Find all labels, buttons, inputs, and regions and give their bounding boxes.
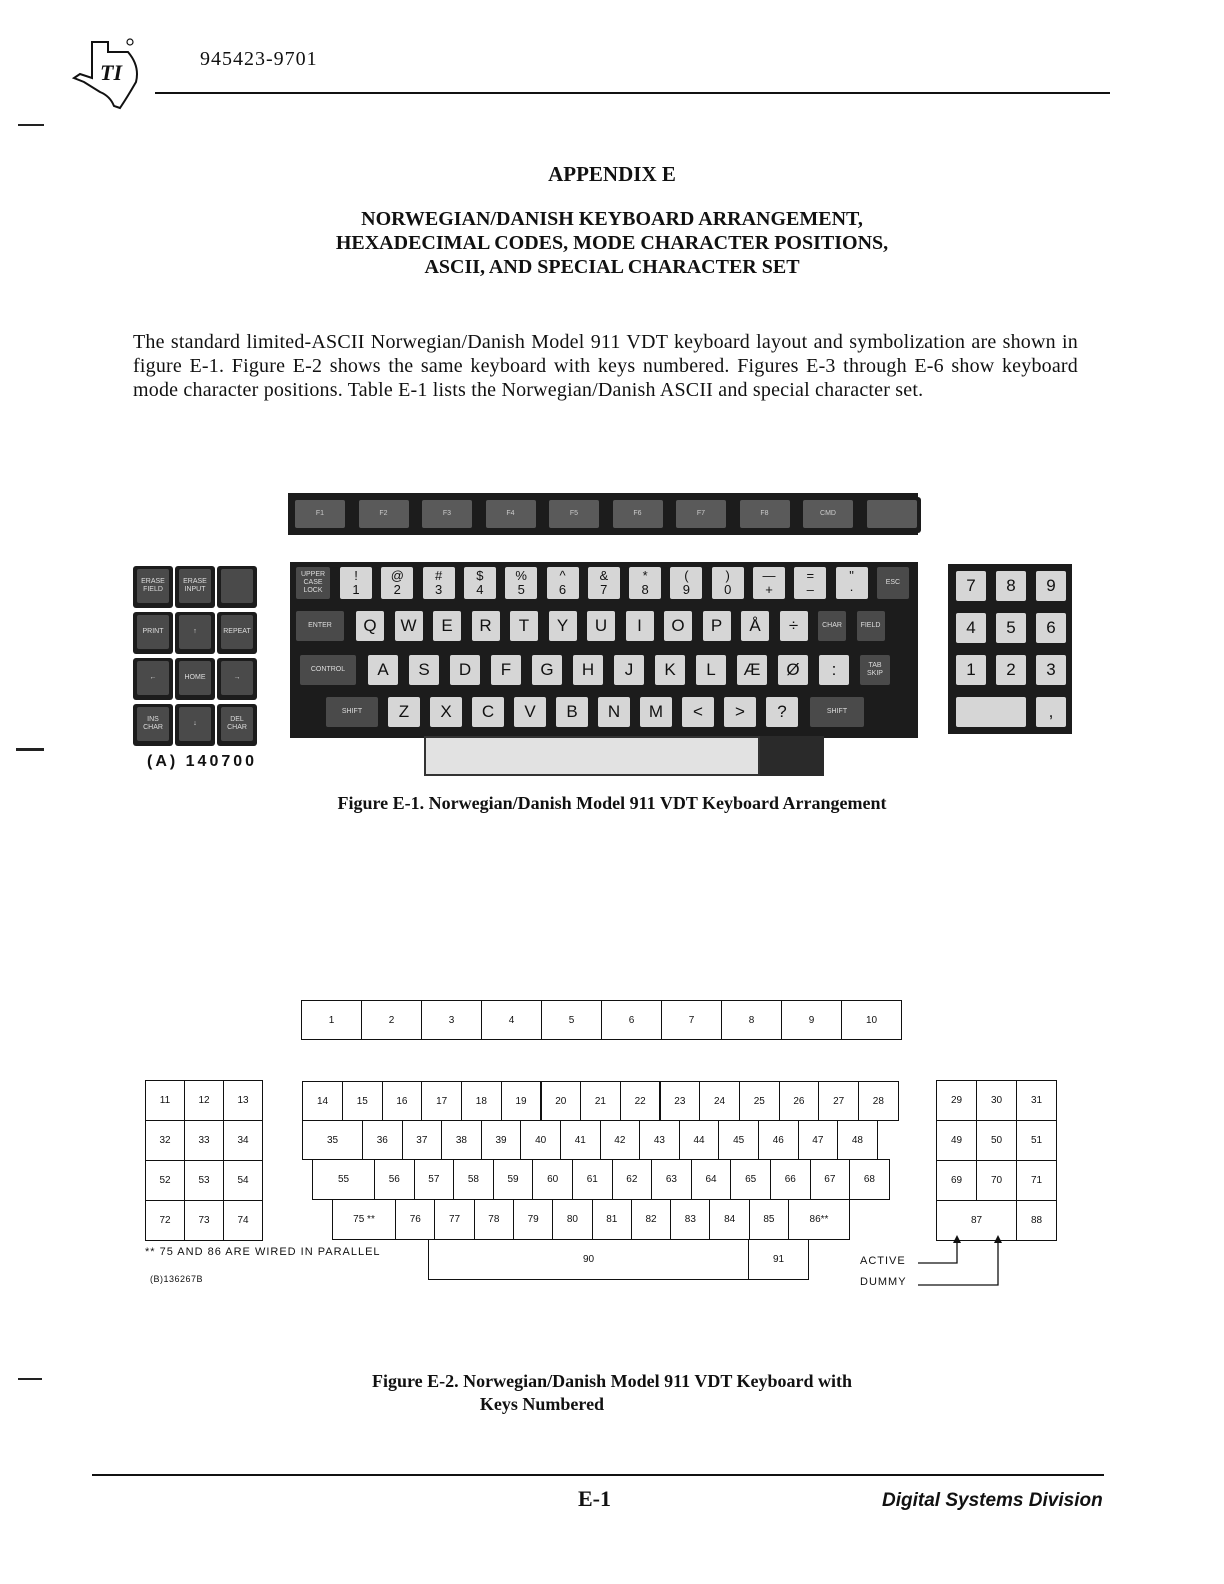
key-legend-text: Q xyxy=(363,616,377,635)
numbered-key: 88 xyxy=(1016,1200,1057,1241)
numbered-key: 83 xyxy=(670,1199,711,1240)
numbered-key: 28 xyxy=(858,1081,899,1121)
document-number: 945423-9701 xyxy=(200,48,318,70)
key-legend-text: , xyxy=(1048,702,1054,721)
numbered-key: 64 xyxy=(691,1159,732,1200)
key-legend-text: 5 xyxy=(517,582,525,597)
key-legend-text: 1 xyxy=(352,582,360,597)
key-legend-text: 9 xyxy=(682,582,690,597)
numbered-key: 90 xyxy=(428,1239,749,1280)
key-legend-text: P xyxy=(710,616,723,635)
intro-paragraph: The standard limited-ASCII Norwegian/Danish Model 911 VDT keyboard layout and symbolization are shown in figure E-1. Figure E-2 shows the same keyboard with keys numbered. Figures E-3 through E-6 show keyboard mode character positions. Table E-1 lists the Norwegian/Danish ASCII and special character set. xyxy=(133,331,1078,401)
numbered-key: 59 xyxy=(493,1159,534,1200)
key-legend-text: I xyxy=(637,616,642,635)
numbered-key: 30 xyxy=(976,1080,1017,1121)
numbered-key: 17 xyxy=(421,1081,462,1121)
numbered-key: 32 xyxy=(145,1120,185,1161)
key-legend-text: F7 xyxy=(696,510,706,517)
numbered-key: 53 xyxy=(184,1160,224,1201)
key-legend-text: * xyxy=(642,568,648,583)
numbered-key: 71 xyxy=(1016,1160,1057,1201)
numbered-key: 35 xyxy=(302,1120,363,1160)
key-legend-text: E xyxy=(441,616,453,635)
numbered-key: 69 xyxy=(936,1160,977,1201)
key-legend-text: M xyxy=(648,702,664,721)
numbered-key: 70 xyxy=(976,1160,1017,1201)
numbered-key: 87 xyxy=(936,1200,1017,1241)
numbered-key: 47 xyxy=(798,1120,839,1160)
key-legend-text: C xyxy=(481,702,495,721)
key-legend-text: Ø xyxy=(786,660,800,679)
numbered-key: 74 xyxy=(223,1200,263,1241)
numbered-key: 56 xyxy=(374,1159,415,1200)
key-legend-text: CHAR xyxy=(822,622,842,629)
key-legend-text: 3 xyxy=(1046,660,1056,679)
numbered-key: 13 xyxy=(223,1080,263,1121)
numbered-key: 85 xyxy=(749,1199,790,1240)
key-legend-text: K xyxy=(664,660,676,679)
key-legend-text: UPPER CASE LOCK xyxy=(300,571,326,594)
key-legend-text: > xyxy=(735,702,745,721)
numbered-key: 49 xyxy=(936,1120,977,1161)
key-legend-text: FIELD xyxy=(860,622,881,629)
key-legend-text: ESC xyxy=(885,579,901,586)
key-legend-text: $ xyxy=(476,568,484,583)
numbered-key: 80 xyxy=(552,1199,593,1240)
key-legend-text: F1 xyxy=(315,510,325,517)
numbered-key: 11 xyxy=(145,1080,185,1121)
key-legend-text: TAB SKIP xyxy=(867,662,883,677)
numbered-key: 15 xyxy=(342,1081,383,1121)
numbered-key: 5 xyxy=(541,1000,602,1040)
numbered-key: 57 xyxy=(414,1159,455,1200)
numbered-key: 7 xyxy=(661,1000,722,1040)
numbered-key: 16 xyxy=(382,1081,423,1121)
key-legend-text: ↓ xyxy=(193,720,197,727)
key-legend-text: 1 xyxy=(966,660,976,679)
key-legend-text: ↑ xyxy=(193,628,197,635)
dummy-label: DUMMY xyxy=(860,1276,907,1288)
numbered-key: 31 xyxy=(1016,1080,1057,1121)
key-legend-text: F xyxy=(500,660,512,679)
key-legend-text: : xyxy=(831,660,837,679)
key-legend-text: ERASE FIELD xyxy=(141,578,165,593)
key-legend-text: Æ xyxy=(743,660,761,679)
numbered-key: 68 xyxy=(849,1159,890,1200)
numbered-key: 76 xyxy=(395,1199,436,1240)
numbered-key: 9 xyxy=(781,1000,842,1040)
numbered-key: 42 xyxy=(600,1120,641,1160)
numbered-key: 66 xyxy=(770,1159,811,1200)
key-legend-text: F5 xyxy=(569,510,579,517)
numbered-key: 63 xyxy=(651,1159,692,1200)
numbered-key: 8 xyxy=(721,1000,782,1040)
key-legend-text: N xyxy=(607,702,621,721)
key-legend-text: 4 xyxy=(966,618,976,637)
key-legend-text: 2 xyxy=(1006,660,1016,679)
numbered-key: 72 xyxy=(145,1200,185,1241)
key-legend-text: B xyxy=(566,702,578,721)
numbered-key: 10 xyxy=(841,1000,902,1040)
key-legend-text: – xyxy=(806,582,814,597)
key-legend-text: G xyxy=(540,660,554,679)
figure-e2-caption: Figure E-2. Norwegian/Danish Model 911 VDT Keyboard with xyxy=(371,1371,853,1391)
key-legend-text: 9 xyxy=(1046,576,1056,595)
numbered-key: 82 xyxy=(631,1199,672,1240)
key-legend-text: INS CHAR xyxy=(143,716,163,731)
key-legend-text: @ xyxy=(390,568,404,583)
numbered-key: 18 xyxy=(461,1081,502,1121)
key-legend-text: Z xyxy=(398,702,410,721)
footer-rule xyxy=(92,1474,1104,1476)
key-legend-text: F2 xyxy=(379,510,388,517)
figure-e2-caption-line2: Keys Numbered xyxy=(479,1394,605,1414)
numbered-key: 62 xyxy=(612,1159,653,1200)
numbered-key: 84 xyxy=(709,1199,750,1240)
key-legend-text: ÷ xyxy=(788,616,799,635)
key-legend-text: J xyxy=(624,660,634,679)
numbered-key: 23 xyxy=(660,1081,701,1121)
key-legend-text: PRINT xyxy=(142,628,164,635)
key-legend-text: = xyxy=(806,568,815,583)
key-legend-text: → xyxy=(233,674,241,681)
numbered-key: 79 xyxy=(513,1199,554,1240)
numbered-key: 65 xyxy=(730,1159,771,1200)
numbered-key: 44 xyxy=(679,1120,720,1160)
key-legend-text: CMD xyxy=(820,510,836,517)
numbered-key: 77 xyxy=(434,1199,475,1240)
parallel-wiring-note: ** 75 AND 86 ARE WIRED IN PARALLEL xyxy=(145,1246,381,1258)
numbered-key: 46 xyxy=(758,1120,799,1160)
numbered-key: 54 xyxy=(223,1160,263,1201)
key-legend-text: T xyxy=(518,616,530,635)
numbered-key: 21 xyxy=(580,1081,621,1121)
numbered-key: 58 xyxy=(453,1159,494,1200)
key-legend-text: O xyxy=(671,616,685,635)
key-legend-text: 8 xyxy=(1006,576,1016,595)
numbered-key: 51 xyxy=(1016,1120,1057,1161)
numbered-key: 45 xyxy=(718,1120,759,1160)
key-legend-text: 5 xyxy=(1006,618,1016,637)
key-legend-text: SHIFT xyxy=(826,708,848,715)
numbered-key: 60 xyxy=(532,1159,573,1200)
key-legend-text: L xyxy=(706,660,716,679)
key-legend-text: ^ xyxy=(559,568,566,583)
numbered-key: 36 xyxy=(362,1120,403,1160)
figure-diagram-label: (B)136267B xyxy=(150,1274,204,1284)
key-legend-text: F6 xyxy=(633,510,642,517)
numbered-key: 33 xyxy=(184,1120,224,1161)
figure-photo-label: (A) 140700 xyxy=(147,753,258,770)
key-legend-text: + xyxy=(765,582,773,597)
key-legend-text: Y xyxy=(556,616,569,635)
numbered-key: 19 xyxy=(501,1081,542,1121)
key-legend-text: A xyxy=(377,660,389,679)
numbered-key: 50 xyxy=(976,1120,1017,1161)
key-legend-text: 7 xyxy=(600,582,608,597)
numbered-key: 41 xyxy=(560,1120,601,1160)
numbered-key: 73 xyxy=(184,1200,224,1241)
key-legend-text: X xyxy=(440,702,452,721)
numbered-key: 67 xyxy=(810,1159,851,1200)
numbered-key: 86** xyxy=(788,1199,850,1240)
active-dummy-connector xyxy=(900,1235,1020,1295)
key-legend-text: < xyxy=(693,702,703,721)
numbered-key: 22 xyxy=(620,1081,661,1121)
key-legend-text: V xyxy=(524,702,536,721)
numbered-key: 4 xyxy=(481,1000,542,1040)
key-legend-text: 6 xyxy=(1046,618,1056,637)
key-legend-text: # xyxy=(434,568,443,583)
active-label: ACTIVE xyxy=(860,1255,906,1267)
key-legend-text: " xyxy=(849,568,854,583)
numbered-key: 1 xyxy=(301,1000,362,1040)
key-legend-text: 0 xyxy=(724,582,732,597)
key-legend-text: & xyxy=(599,568,609,583)
key-legend-text: CONTROL xyxy=(310,666,346,673)
page-number: E-1 xyxy=(578,1486,611,1511)
numbered-key: 37 xyxy=(402,1120,443,1160)
svg-text:TI: TI xyxy=(100,60,122,85)
key-legend-text: · xyxy=(849,582,854,597)
key-legend-text: ( xyxy=(684,568,689,583)
numbered-key: 26 xyxy=(779,1081,820,1121)
key-legend-text: S xyxy=(418,660,430,679)
numbered-key: 29 xyxy=(936,1080,977,1121)
key-legend-text: Å xyxy=(749,616,761,635)
key-legend-text: 7 xyxy=(966,576,976,595)
numbered-key: 78 xyxy=(474,1199,515,1240)
key-legend-text: 4 xyxy=(476,582,484,597)
numbered-key: 61 xyxy=(572,1159,613,1200)
key-legend-text: ENTER xyxy=(308,622,332,629)
key-legend-text: ! xyxy=(354,568,358,583)
key-legend-text: % xyxy=(515,568,527,583)
numbered-key: 40 xyxy=(520,1120,561,1160)
key-legend-text: — xyxy=(762,568,776,583)
key-legend-text: ERASE INPUT xyxy=(183,578,207,593)
numbered-key: 52 xyxy=(145,1160,185,1201)
key-legend-text: 8 xyxy=(641,582,649,597)
key-legend-text: ← xyxy=(149,674,157,681)
key-legend-text: ) xyxy=(725,568,730,583)
numbered-key: 75 ** xyxy=(332,1199,396,1240)
key-legend-text: U xyxy=(594,616,608,635)
key-legend-text: F3 xyxy=(442,510,452,517)
key-legend-text: ? xyxy=(777,702,787,721)
key-legend-text: HOME xyxy=(184,674,206,681)
numbered-key: 25 xyxy=(739,1081,780,1121)
key-legend-text: 2 xyxy=(393,582,401,597)
appendix-subtitle-line: NORWEGIAN/DANISH KEYBOARD ARRANGEMENT, xyxy=(361,208,863,230)
key-legend-text: D xyxy=(458,660,472,679)
numbered-key: 20 xyxy=(541,1081,582,1121)
key-legend-text: R xyxy=(479,616,492,635)
appendix-subtitle-line: ASCII, AND SPECIAL CHARACTER SET xyxy=(424,256,800,278)
numbered-key: 55 xyxy=(312,1159,375,1200)
numbered-key: 3 xyxy=(421,1000,482,1040)
numbered-key: 24 xyxy=(699,1081,740,1121)
numbered-key: 81 xyxy=(592,1199,633,1240)
key-legend-text: REPEAT xyxy=(223,628,251,635)
numbered-key: 6 xyxy=(601,1000,662,1040)
numbered-key: 34 xyxy=(223,1120,263,1161)
figure-e1-caption: Figure E-1. Norwegian/Danish Model 911 VDT Keyboard Arrangement xyxy=(337,793,887,813)
key-legend-text: 3 xyxy=(434,582,443,597)
key-legend-text: F8 xyxy=(760,510,769,517)
appendix-subtitle-line: HEXADECIMAL CODES, MODE CHARACTER POSITIONS, xyxy=(335,232,889,254)
numbered-key: 12 xyxy=(184,1080,224,1121)
numbered-key: 2 xyxy=(361,1000,422,1040)
numbered-key: 14 xyxy=(302,1081,343,1121)
key-legend-text: H xyxy=(581,660,595,679)
numbered-key: 38 xyxy=(441,1120,482,1160)
numbered-key: 27 xyxy=(818,1081,859,1121)
numbered-key: 43 xyxy=(639,1120,680,1160)
key-legend-text: F4 xyxy=(506,510,515,517)
key-legend-text: DEL CHAR xyxy=(227,716,247,731)
numbered-key: 91 xyxy=(748,1239,809,1280)
numbered-key: 48 xyxy=(837,1120,878,1160)
key-legend-text: SHIFT xyxy=(341,708,363,715)
appendix-title: APPENDIX E xyxy=(548,162,676,186)
key-legend-text: W xyxy=(400,616,417,635)
key-legend-text: 6 xyxy=(558,582,567,597)
numbered-key: 39 xyxy=(481,1120,522,1160)
division-name: Digital Systems Division xyxy=(882,1490,1103,1511)
